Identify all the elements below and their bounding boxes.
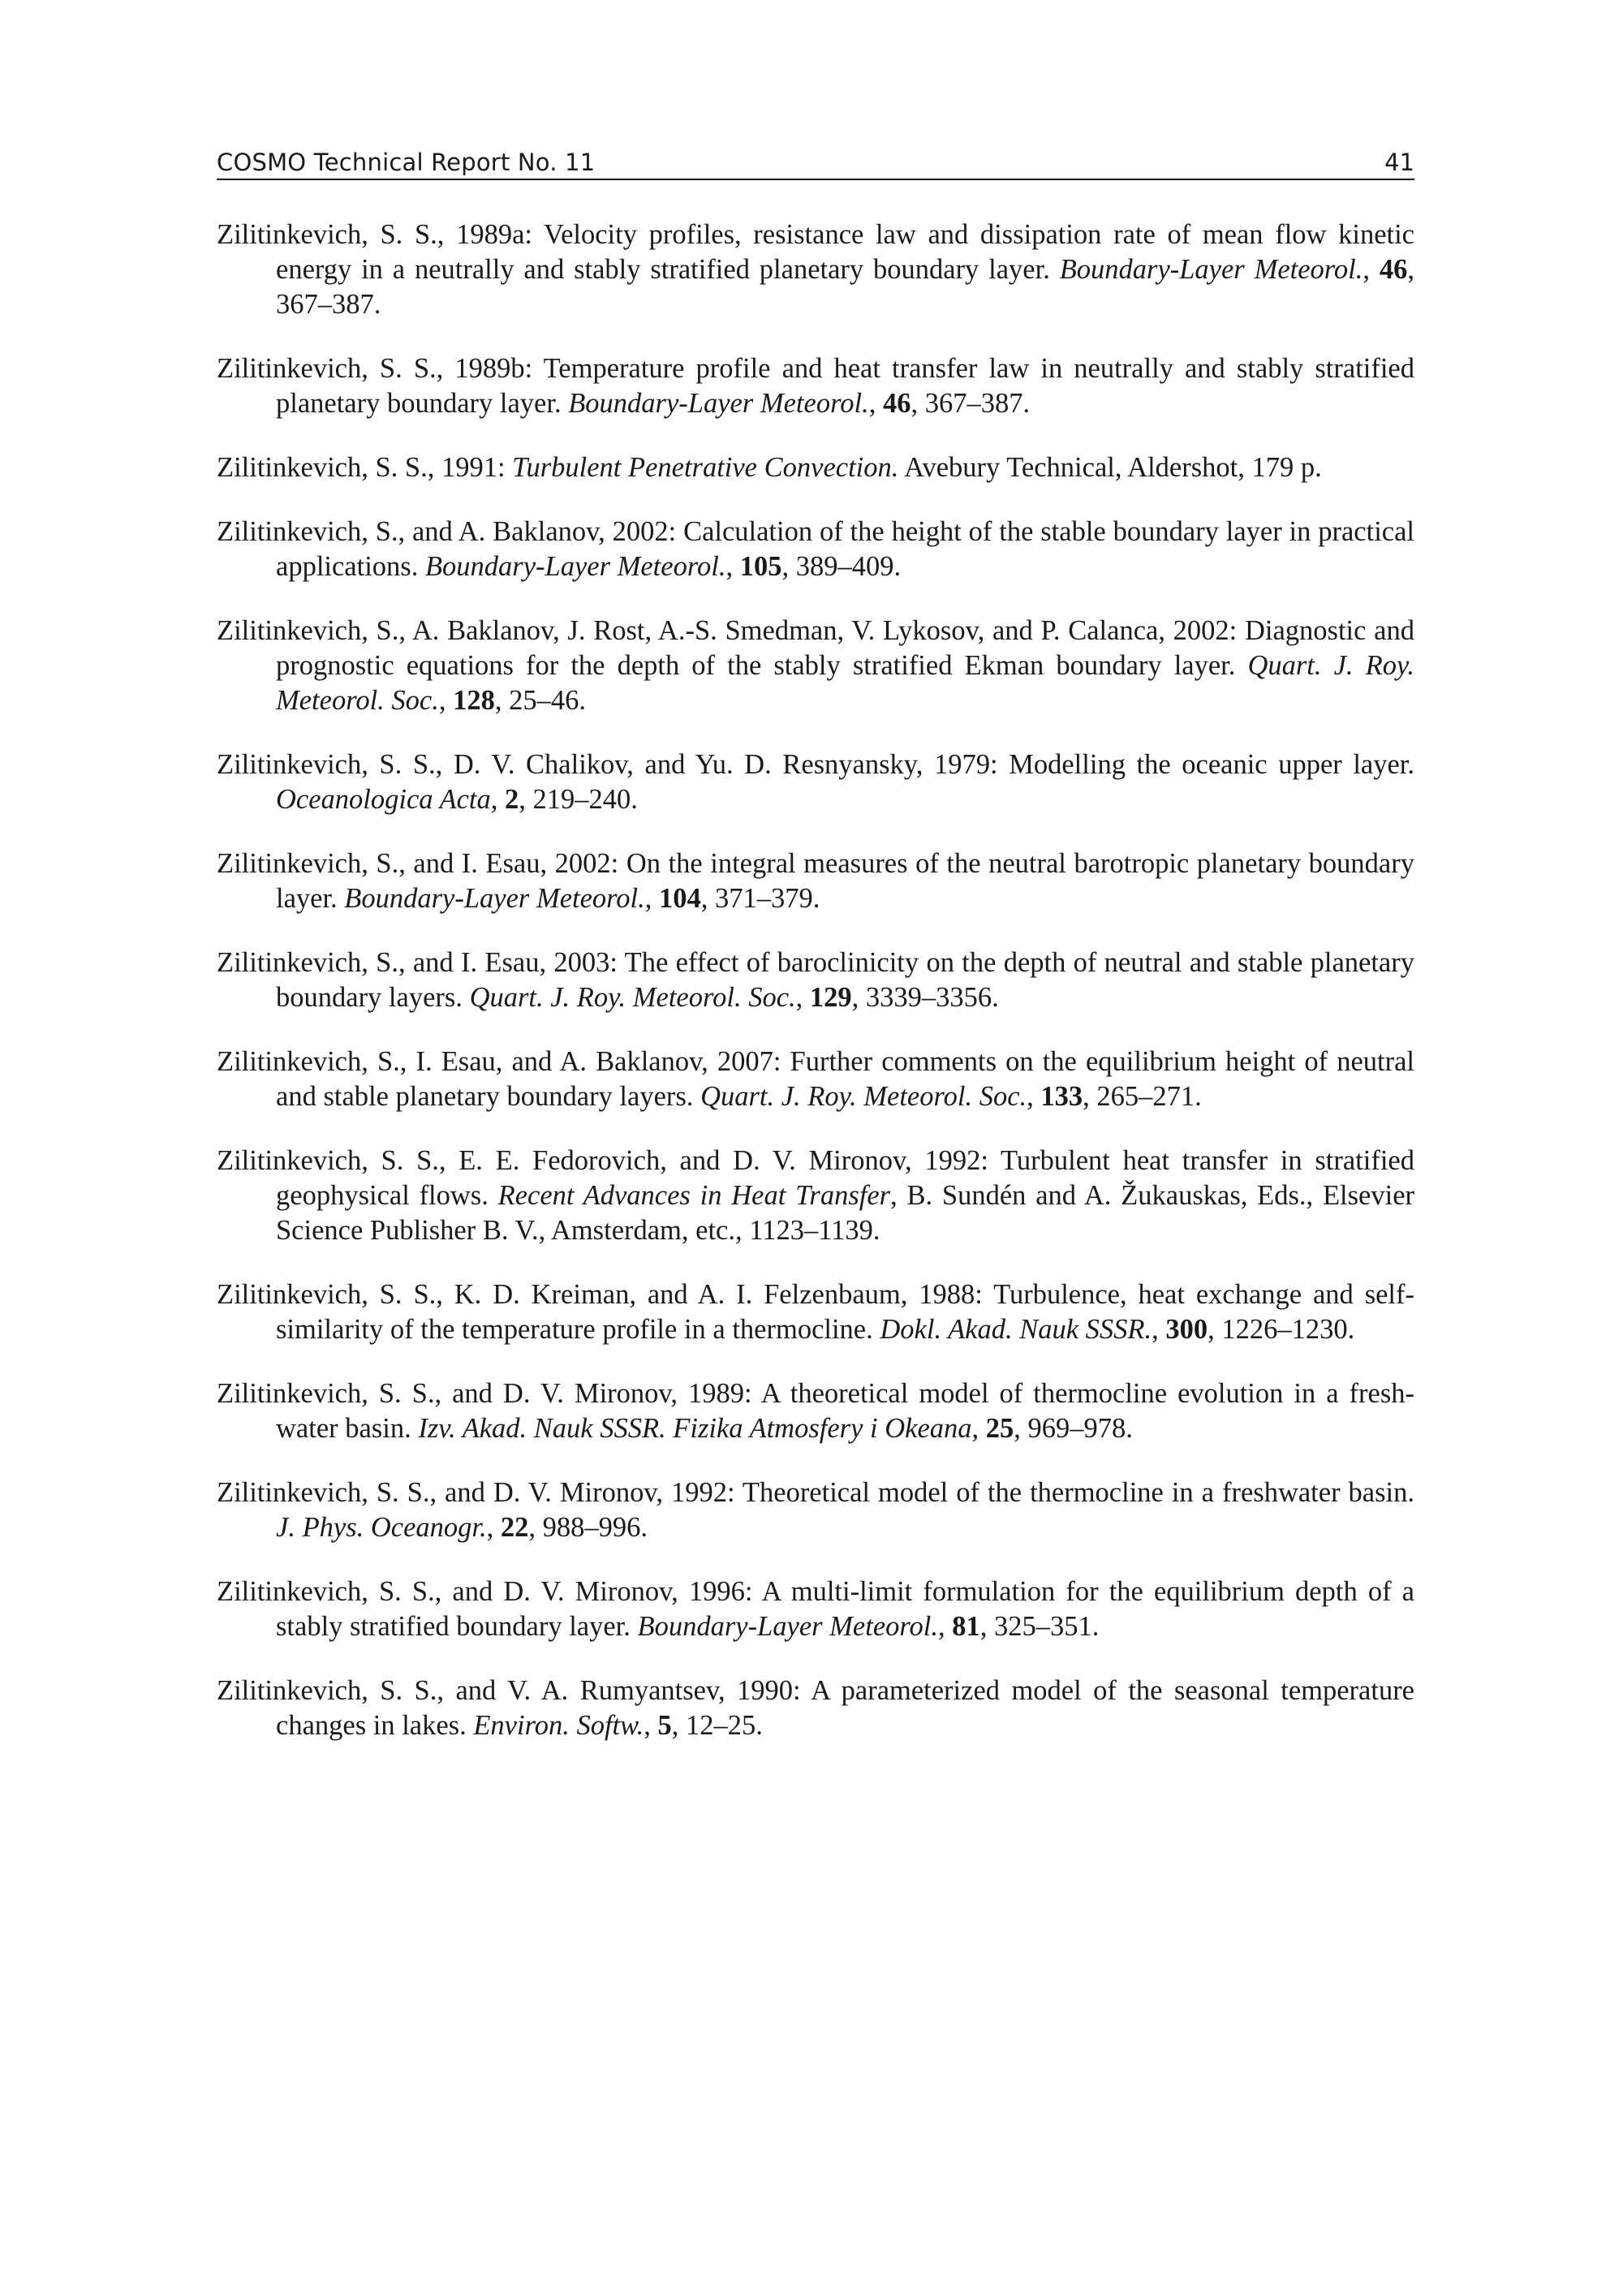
reference-text: Zilitinkevich, S. S., and D. V. Mironov, 1992: Theoretical model of the thermocline in a freshwater basin. [217, 1477, 1414, 1508]
volume-number: 22 [500, 1512, 529, 1543]
volume-number: 104 [659, 883, 701, 914]
book-title: Recent Advances in Heat Transfer [497, 1180, 891, 1211]
report-title: COSMO Technical Report No. 11 [217, 149, 596, 176]
reference-text: Zilitinkevich, S. S., 1989a: Velocity profiles, resistance law and dissipation rate of mean flow kinetic energy in a neutrally and stably stratified planetary boundary layer. [217, 219, 1414, 285]
reference-entry [217, 946, 1414, 1015]
page-range: , 988–996. [528, 1512, 648, 1543]
volume-number: 128 [453, 685, 495, 716]
page-range: , 969–978. [1014, 1413, 1133, 1444]
journal-title: Boundary-Layer Meteorol. [1059, 254, 1363, 285]
reference-entry [217, 1376, 1414, 1446]
running-header [217, 140, 1414, 180]
volume-number: 46 [1379, 254, 1408, 285]
reference-entry [217, 1277, 1414, 1347]
reference-text: Zilitinkevich, S., and I. Esau, 2002: On the integral measures of the neutral barotropic planetary boundary layer. [217, 848, 1414, 914]
reference-text: Zilitinkevich, S. S., 1989b: Temperature profile and heat transfer law in neutrally and stably stratified planetary boundary layer. [217, 353, 1414, 419]
reference-text: Zilitinkevich, S. S., and V. A. Rumyantsev, 1990: A parameterized model of the seasonal temperature changes in lakes. [217, 1675, 1414, 1741]
journal-title: Quart. J. Roy. Meteorol. Soc. [700, 1081, 1027, 1112]
reference-text: Zilitinkevich, S. S., K. D. Kreiman, and A. I. Felzenbaum, 1988: Turbulence, heat exchange and self-similarity of the temperature profile in a thermocline. [217, 1279, 1414, 1345]
reference-separator: , [795, 982, 810, 1013]
volume-number: 81 [952, 1611, 980, 1642]
reference-entry [217, 1475, 1414, 1545]
reference-separator: , [438, 685, 454, 716]
book-title: Turbulent Penetrative Convection. [512, 452, 899, 483]
page-range: , 219–240. [519, 784, 638, 815]
reference-separator: , [1152, 1314, 1166, 1345]
reference-entry [217, 515, 1414, 584]
publisher-info: Avebury Technical, Aldershot, 179 p. [898, 452, 1322, 483]
volume-number: 46 [882, 388, 911, 419]
page-range: , 367–387. [911, 388, 1031, 419]
reference-entry [217, 1674, 1414, 1743]
reference-separator: , [490, 784, 505, 815]
volume-number: 25 [985, 1413, 1014, 1444]
reference-entry [217, 218, 1414, 322]
reference-entry [217, 846, 1414, 916]
reference-text: Zilitinkevich, S. S., 1991: [217, 452, 513, 483]
journal-title: Environ. Softw. [473, 1710, 644, 1741]
reference-entry [217, 747, 1414, 817]
page-range: , 12–25. [671, 1710, 763, 1741]
journal-title: Izv. Akad. Nauk SSSR. Fizika Atmosfery i Okeana [418, 1413, 972, 1444]
reference-entry [217, 351, 1414, 421]
reference-separator: , [1027, 1081, 1041, 1112]
volume-number: 300 [1165, 1314, 1208, 1345]
reference-list [217, 218, 1414, 1773]
reference-separator: , [1363, 254, 1380, 285]
reference-separator: , [644, 883, 660, 914]
journal-title: J. Phys. Oceanogr. [276, 1512, 487, 1543]
reference-separator: , [971, 1413, 986, 1444]
journal-title: Boundary-Layer Meteorol. [344, 883, 645, 914]
reference-text: Zilitinkevich, S. S., D. V. Chalikov, and Yu. D. Resnyansky, 1979: Modelling the oceanic upper layer. [217, 749, 1414, 780]
journal-title: Boundary-Layer Meteorol. [424, 551, 726, 582]
reference-text: Zilitinkevich, S., and A. Baklanov, 2002: Calculation of the height of the stable boundary layer in practical applications. [217, 516, 1414, 582]
reference-text: Zilitinkevich, S., A. Baklanov, J. Rost, A.-S. Smedman, V. Lykosov, and P. Calanca, 2002: Diagnostic and prognostic equations for the depth of the stably stratified Ekman boundary layer. [217, 615, 1414, 681]
page-range: , 367–387. [276, 254, 1414, 320]
page-range: , 1226–1230. [1208, 1314, 1355, 1345]
page [217, 0, 1414, 2296]
volume-number: 133 [1040, 1081, 1083, 1112]
reference-separator: , [938, 1611, 953, 1642]
volume-number: 2 [505, 784, 519, 815]
reference-text: Zilitinkevich, S. S., and D. V. Mironov, 1989: A theoretical model of thermocline evolution in a fresh-water basin. [217, 1378, 1414, 1444]
journal-title: Quart. J. Roy. Meteorol. Soc. [276, 650, 1414, 716]
reference-text: Zilitinkevich, S. S., E. E. Fedorovich, and D. V. Mironov, 1992: Turbulent heat transfer in stratified geophysical flows. [217, 1145, 1414, 1211]
reference-separator: , [868, 388, 883, 419]
reference-text: Zilitinkevich, S., and I. Esau, 2003: The effect of baroclinicity on the depth of neutral and stable planetary boundary layers. [217, 947, 1414, 1013]
page-range: , 265–271. [1083, 1081, 1202, 1112]
page-range: , 371–379. [700, 883, 820, 914]
journal-title: Boundary-Layer Meteorol. [637, 1611, 938, 1642]
journal-title: Oceanologica Acta [276, 784, 491, 815]
reference-entry [217, 450, 1414, 485]
volume-number: 129 [809, 982, 852, 1013]
journal-title: Quart. J. Roy. Meteorol. Soc. [469, 982, 796, 1013]
reference-entry [217, 614, 1414, 718]
journal-title: Boundary-Layer Meteorol. [568, 388, 869, 419]
reference-entry [217, 1045, 1414, 1114]
page-range: , 389–409. [781, 551, 902, 582]
journal-title: Dokl. Akad. Nauk SSSR. [880, 1314, 1152, 1345]
page-range: , 325–351. [979, 1611, 1100, 1642]
page-number: 41 [1384, 149, 1414, 176]
reference-text: Zilitinkevich, S., I. Esau, and A. Baklanov, 2007: Further comments on the equilibrium height of neutral and stable planetary boundary layers. [217, 1046, 1414, 1112]
page-range: , 25–46. [494, 685, 586, 716]
reference-separator: , [644, 1710, 658, 1741]
reference-separator: , [486, 1512, 501, 1543]
page-range: , 3339–3356. [851, 982, 999, 1013]
volume-number: 105 [739, 551, 782, 582]
reference-entry [217, 1574, 1414, 1644]
reference-entry [217, 1144, 1414, 1248]
publisher-info: , B. Sundén and A. Žukauskas, Eds., Elsevier Science Publisher B. V., Amsterdam, etc., 1123–1139. [276, 1180, 1415, 1246]
reference-separator: , [725, 551, 740, 582]
volume-number: 5 [657, 1710, 672, 1741]
reference-text: Zilitinkevich, S. S., and D. V. Mironov, 1996: A multi-limit formulation for the equilibrium depth of a stably stratified boundary layer. [217, 1576, 1414, 1642]
